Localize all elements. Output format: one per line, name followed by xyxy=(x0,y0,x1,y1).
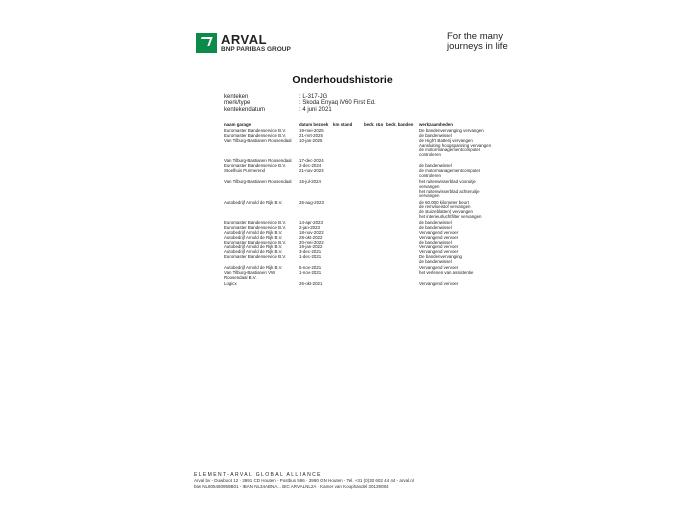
cell-datum: 19-jan-2022 xyxy=(299,244,323,250)
cell-werk: het ruitenwisserblad vooruitje xyxy=(419,178,476,184)
header-garage: naam garage xyxy=(224,122,252,127)
cell-datum: 1-nov-2021 xyxy=(299,269,322,275)
cell-werk: controleren xyxy=(419,172,441,178)
cell-datum: 21-nov-2024 xyxy=(299,168,324,173)
cell-werk: Vervangend vervoer xyxy=(419,280,459,286)
header-werk: werkzaamheden xyxy=(419,122,453,127)
cell-werk: De bandenvervanging vervangen xyxy=(419,128,484,133)
cell-werk: de stuizeblatten) vervangen xyxy=(419,209,473,215)
cell-garage: Autobedrijf Arnold de Rijk B.V. xyxy=(224,199,283,205)
info-label: kentekendatum xyxy=(224,106,266,113)
tagline-line-2: journeys in life xyxy=(447,41,508,52)
cell-garage: Stoelhuis Purmerend xyxy=(224,168,266,173)
header-banden: bedr. banden xyxy=(386,122,414,127)
cell-datum: 2-dec-2024 xyxy=(299,163,322,169)
cell-werk: Vervangend vervoer xyxy=(419,234,459,240)
vehicle-info xyxy=(224,94,376,113)
info-label: merk/type xyxy=(224,100,251,107)
tagline-line-1: For the many xyxy=(447,31,503,42)
cell-garage: Autobedrijf Arnold de Rijk B.V. xyxy=(224,264,283,270)
info-value: : L-317-JG xyxy=(299,94,328,100)
footer xyxy=(194,472,414,490)
cell-garage: Van Tilburg-Bastianen VW Roosendaal B.V. xyxy=(224,269,276,280)
cell-datum: 19-mei-2025 xyxy=(299,128,324,133)
cell-garage: Euromaster Bandenservice B.V. xyxy=(224,254,287,260)
cell-werk: Aansluiting hoogspanning vervangen xyxy=(419,142,492,148)
cell-werk: De bandenvervanging xyxy=(419,254,462,260)
cell-datum: 5-nov-2021 xyxy=(299,264,322,270)
cell-garage: Autobedrijf Arnold de Rijk B.V. xyxy=(224,249,283,255)
cell-werk: de bandenwissel xyxy=(419,163,452,169)
header-bedrag: bedr. r&o xyxy=(364,122,384,127)
cell-werk: de bandenwissel xyxy=(419,239,452,245)
cell-werk: de High't Batterij vervangen xyxy=(419,137,473,143)
cell-datum: 28-okt-2022 xyxy=(299,234,323,240)
info-row xyxy=(224,107,376,113)
cell-garage: Euromaster Bandenservice B.V. xyxy=(224,220,287,226)
footer-line-2: btw NL805460959B01 - IBAN NL34ABNA... BIC ARVALNL2A · Kamer van Koophandel 30139084 xyxy=(194,484,389,489)
cell-garage: Van Tilburg-Bastianen Roosendaal xyxy=(224,158,292,164)
cell-werk: controleren xyxy=(419,152,441,158)
info-value: : Skoda Enyaq iV60 First Ed. xyxy=(299,100,376,107)
cell-garage: Euromaster Bandenservice B.V. xyxy=(224,132,287,138)
cell-garage: Euromaster Bandenservice B.V. xyxy=(224,163,287,169)
tagline xyxy=(447,32,508,52)
cell-werk: de bandenwissel xyxy=(419,220,452,226)
arval-logo-icon xyxy=(196,33,217,53)
cell-werk: Vervangend vervoer xyxy=(419,249,459,255)
cell-werk: de motormanagementcomputer xyxy=(419,147,481,153)
cell-werk: de remvloeistof vervangen xyxy=(419,204,471,210)
cell-werk: Vervangend vervoer xyxy=(419,264,459,270)
cell-datum: 26-okt-2021 xyxy=(299,280,323,286)
cell-werk: de 60.000 kilometer beurt xyxy=(419,199,469,205)
page-title: Onderhoudshistorie xyxy=(292,74,393,86)
cell-werk: het ruitenwisserblad achteruitje xyxy=(419,188,480,194)
cell-werk: het interieurluchtfilter vervangen xyxy=(419,214,482,220)
footer-line-1: Arval bv - Duwboot 12 · 3991 CD Houten - Postbus 596 · 3990 GN Houten - Tel. +31 (0)30 602 44 44 - arval.nl xyxy=(194,478,414,483)
header-datum: datum bezoek xyxy=(299,122,329,127)
cell-datum: 17-dec-2024 xyxy=(299,158,324,164)
cell-werk: de bandenwissel xyxy=(419,132,452,138)
cell-datum: 21-mrt-2025 xyxy=(299,132,323,138)
brand-sub: BNP PARIBAS GROUP xyxy=(221,46,291,53)
cell-werk: vervangen xyxy=(419,193,440,199)
cell-werk: Vervangend vervoer xyxy=(419,229,459,235)
cell-garage: Van Tilburg-Bastianen Roosendaal xyxy=(224,178,292,184)
cell-datum: 2-jan-2023 xyxy=(299,224,320,230)
cell-werk: vervangen xyxy=(419,183,440,189)
cell-garage: Euromaster Bandenservice B.V. xyxy=(224,128,287,133)
cell-garage: Euromaster Bandenservice B.V. xyxy=(224,224,287,230)
info-label: kenteken xyxy=(224,94,249,100)
arval-logo xyxy=(196,33,291,54)
cell-datum: 3-dec-2021 xyxy=(299,249,322,255)
cell-datum: 26-aug-2023 xyxy=(299,199,324,205)
cell-werk: Vervangend vervoer xyxy=(419,244,459,250)
info-value: : 4 juni 2021 xyxy=(299,106,332,113)
cell-datum: 14-apr-2023 xyxy=(299,220,323,226)
cell-garage: Autobedrijf Arnold de Rijk B.V. xyxy=(224,229,283,235)
cell-werk: de bandenwissel xyxy=(419,224,452,230)
cell-garage: Autobedrijf Arnold de Rijk B.V. xyxy=(224,244,283,250)
cell-garage: Van Tilburg-Bastianen Roosendaal xyxy=(224,137,292,143)
cell-werk: de motormanagementcomputer xyxy=(419,168,481,173)
cell-werk: de bandenwissel xyxy=(419,258,452,264)
cell-garage: Euromaster Bandenservice B.V. xyxy=(224,239,287,245)
brand-name: ARVAL xyxy=(221,32,268,47)
cell-datum: 16-jul-2024 xyxy=(299,178,321,184)
cell-werk: het verlenen van assistentie xyxy=(419,269,474,275)
cell-datum: 18-nov-2022 xyxy=(299,229,324,235)
footer-title: ELEMENT-ARVAL GLOBAL ALLIANCE xyxy=(194,472,322,478)
cell-datum: 20-mei-2022 xyxy=(299,239,324,245)
cell-datum: 1-dec-2021 xyxy=(299,254,322,260)
cell-datum: 10-jan-2025 xyxy=(299,137,323,143)
cell-garage: Autobedrijf Arnold de Rijk B.V. xyxy=(224,234,283,240)
cell-garage: Logicx xyxy=(224,280,237,286)
header-km: km stand xyxy=(333,122,353,127)
